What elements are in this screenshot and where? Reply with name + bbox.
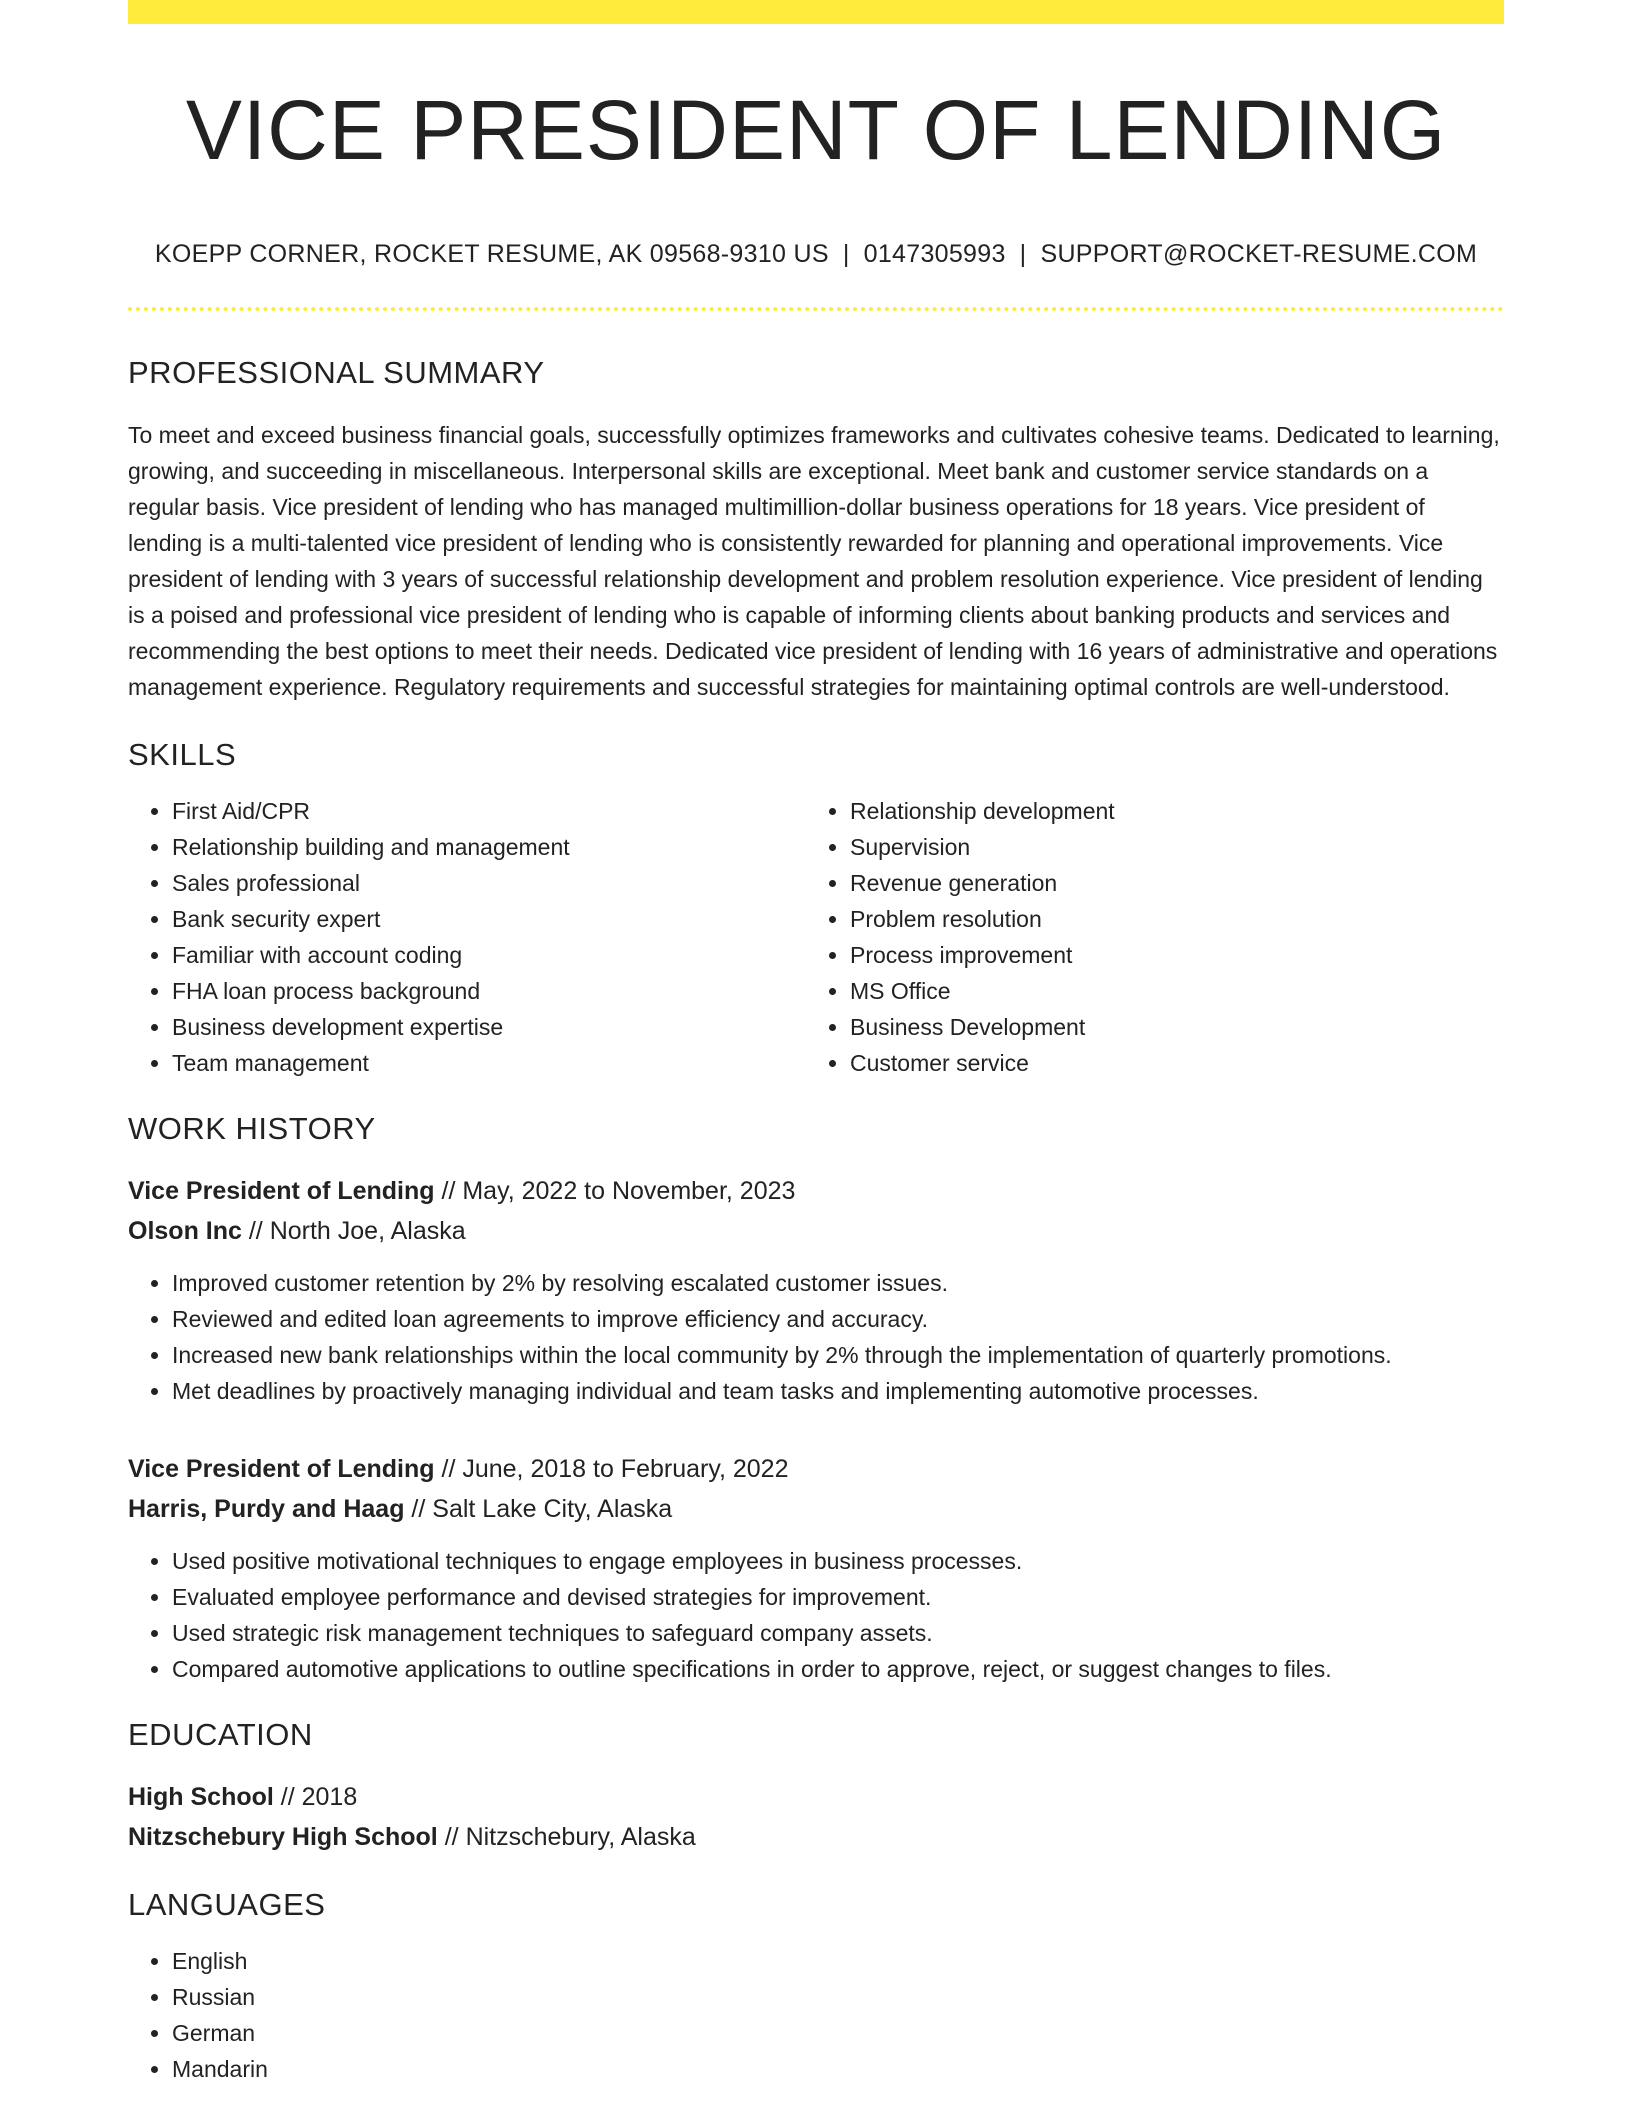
skills-grid [128,793,1504,1081]
job-bullet: • Reviewed and edited loan agreements to improve efficiency and accuracy. [172,1301,1504,1337]
education-degree: High School [128,1783,274,1812]
contact-address: KOEPP CORNER, ROCKET RESUME, AK 09568-9310 US [154,240,829,269]
job-bullet: • Increased new bank relationships within the local community by 2% through the implementation of quarterly promotions. [172,1337,1504,1373]
job-company-line [128,1489,1504,1529]
summary-text: To meet and exceed business financial goals, successfully optimizes frameworks and cultivates cohesive teams. Dedicated to learning, growing, and succeeding in miscellaneous. Interpersonal skills are exceptional. Meet bank and customer service standards on a regular basis. Vice president of lending who has managed multimillion-dollar business operations for 18 years. Vice president of lending is a multi-talented vice president of lending who is consistently rewarded for planning and operational improvements. Vice president of lending with 3 years of successful relationship development and problem resolution experience. Vice president of lending is a poised and professional vice president of lending who is capable of informing clients about banking products and services and recommending the best options to meet their needs. Dedicated vice president of lending with 16 years of administrative and operations management experience. Regulatory requirements and successful strategies for maintaining optimal controls are well-understood. [128,422,1500,701]
skill-item: • Bank security expert [172,901,806,937]
resume-name: VICE PRESIDENT OF LENDING [185,83,1447,177]
work-history-heading: WORK HISTORY [128,1111,376,1147]
job-location: Salt Lake City, Alaska [432,1495,673,1524]
language-item: • Russian [172,1979,1504,2015]
contact-email: SUPPORT@ROCKET-RESUME.COM [1040,240,1478,269]
skill-item: • Supervision [850,829,1484,865]
resume-page [128,0,1504,2087]
education-heading: EDUCATION [128,1717,313,1753]
job-bullet: • Met deadlines by proactively managing individual and team tasks and implementing automotive processes. [172,1373,1504,1409]
job-bullets [128,1265,1504,1409]
education-separator: // [437,1823,466,1852]
language-item: • Mandarin [172,2051,1504,2087]
skill-item: • Familiar with account coding [172,937,806,973]
job-bullet: • Used positive motivational techniques to engage employees in business processes. [172,1543,1504,1579]
header-divider [128,307,1504,311]
job-title-line [128,1171,1504,1211]
skill-item: • Relationship building and management [172,829,806,865]
job-bullet: • Used strategic risk management techniques to safeguard company assets. [172,1615,1504,1651]
skill-item: • Business development expertise [172,1009,806,1045]
top-accent-bar [128,0,1504,24]
language-item: • English [172,1943,1504,1979]
skills-column-left [128,793,806,1081]
skills-heading: SKILLS [128,737,237,773]
education-school-line [128,1817,1504,1857]
job-separator: // [241,1217,270,1246]
job-separator: // [434,1177,463,1206]
education-school: Nitzschebury High School [128,1823,438,1852]
languages-heading: LANGUAGES [128,1887,326,1923]
skill-item: • FHA loan process background [172,973,806,1009]
skill-item: • Revenue generation [850,865,1484,901]
skill-item: • MS Office [850,973,1484,1009]
education-separator: // [273,1783,302,1812]
skill-item: • Problem resolution [850,901,1484,937]
education-location: Nitzschebury, Alaska [465,1823,696,1852]
contact-line [128,240,1504,269]
job-bullets [128,1543,1504,1687]
job-separator: // [404,1495,433,1524]
skill-item: • Business Development [850,1009,1484,1045]
skill-item: • Sales professional [172,865,806,901]
skill-item: • Team management [172,1045,806,1081]
language-item: • German [172,2015,1504,2051]
education-degree-line [128,1777,1504,1817]
job-company: Olson Inc [128,1217,242,1246]
job-separator: // [434,1455,463,1484]
job-position: Vice President of Lending [128,1455,435,1484]
skill-item: • Relationship development [850,793,1484,829]
skill-item: • Process improvement [850,937,1484,973]
job-company: Harris, Purdy and Haag [128,1495,405,1524]
job-dates: June, 2018 to February, 2022 [462,1455,789,1484]
job-dates: May, 2022 to November, 2023 [462,1177,796,1206]
contact-separator: | [1019,240,1027,269]
education-entry [128,1777,1504,1857]
job-bullet: • Evaluated employee performance and devised strategies for improvement. [172,1579,1504,1615]
job-bullet: • Compared automotive applications to outline specifications in order to approve, reject, or suggest changes to files. [172,1651,1504,1687]
languages-list [128,1943,1504,2087]
job-bullet: • Improved customer retention by 2% by resolving escalated customer issues. [172,1265,1504,1301]
education-year: 2018 [301,1783,358,1812]
job-title-line [128,1449,1504,1489]
job-company-line [128,1211,1504,1251]
job-location: North Joe, Alaska [269,1217,466,1246]
contact-separator: | [842,240,850,269]
skill-item: • Customer service [850,1045,1484,1081]
skill-item: • First Aid/CPR [172,793,806,829]
contact-phone: 0147305993 [863,240,1006,269]
job-entry [128,1449,1504,1687]
skills-column-right [806,793,1484,1081]
job-entry [128,1171,1504,1409]
summary-heading: PROFESSIONAL SUMMARY [128,355,545,391]
job-position: Vice President of Lending [128,1177,435,1206]
